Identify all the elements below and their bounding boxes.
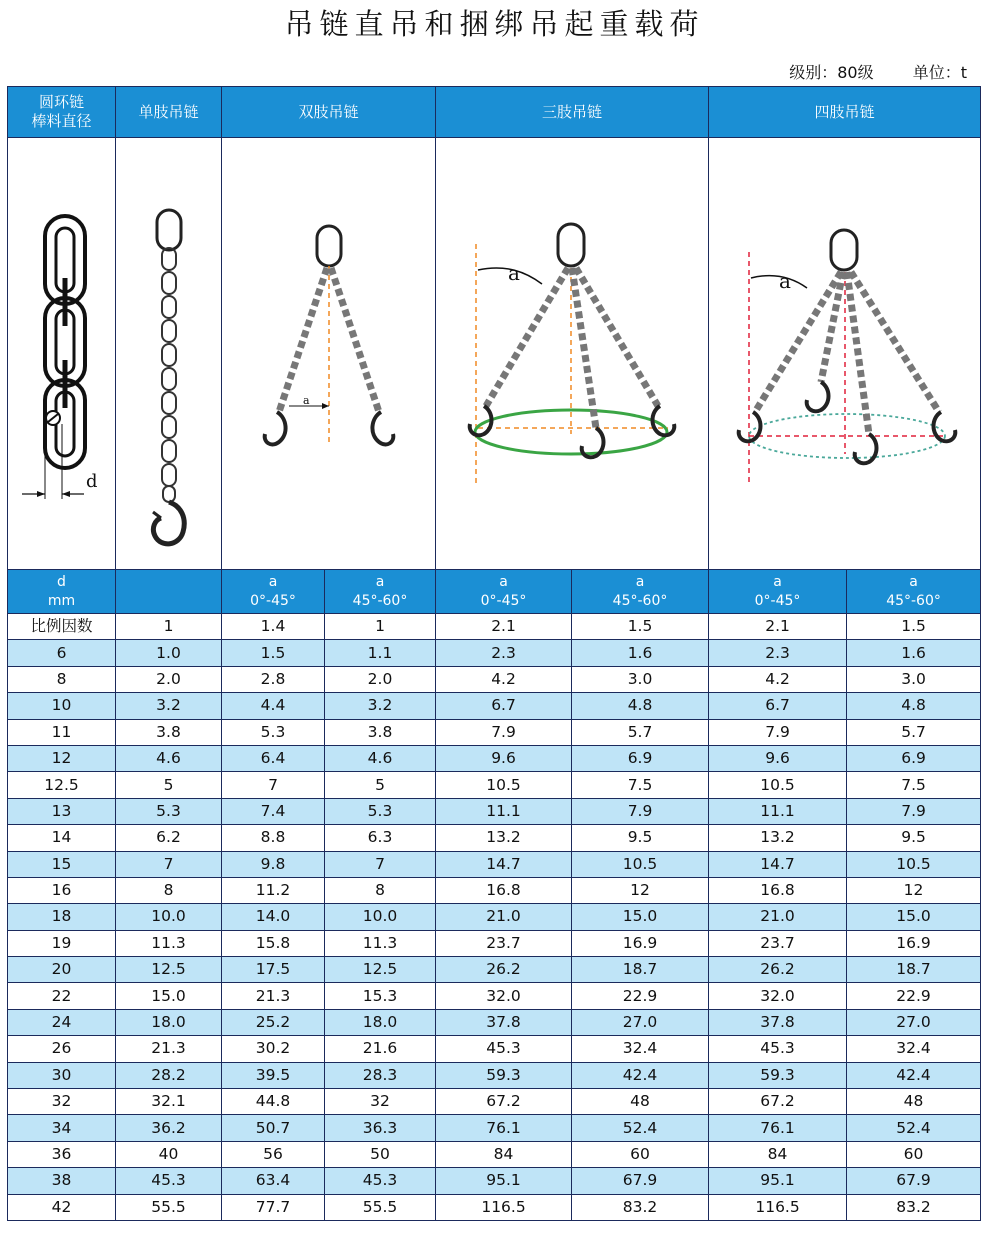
table-cell: 50 xyxy=(325,1141,436,1167)
table-row xyxy=(8,772,981,798)
factor-cell: 比例因数 xyxy=(8,614,116,640)
subheader-a-label: a xyxy=(909,573,918,590)
subheader-row xyxy=(8,570,981,614)
table-cell: 45.3 xyxy=(436,1036,572,1062)
table-cell: 59.3 xyxy=(436,1062,572,1088)
table-cell: 37.8 xyxy=(436,1009,572,1035)
factor-row xyxy=(8,614,981,640)
table-cell: 10.0 xyxy=(116,904,222,930)
table-cell: 59.3 xyxy=(709,1062,847,1088)
table-row xyxy=(8,666,981,692)
table-cell: 39.5 xyxy=(222,1062,325,1088)
table-cell: 30.2 xyxy=(222,1036,325,1062)
table-row xyxy=(8,798,981,824)
header-quad: 四肢吊链 xyxy=(709,87,981,138)
table-cell: 7 xyxy=(222,772,325,798)
table-cell: 2.0 xyxy=(116,666,222,692)
table-row xyxy=(8,1009,981,1035)
table-cell: 10.5 xyxy=(847,851,981,877)
table-cell: 4.2 xyxy=(436,666,572,692)
table-cell: 21.3 xyxy=(222,983,325,1009)
table-cell: 12.5 xyxy=(8,772,116,798)
table-cell: 1.5 xyxy=(222,640,325,666)
angle-label-double: a xyxy=(302,393,310,407)
factor-cell: 1.5 xyxy=(572,614,709,640)
data-rows xyxy=(8,640,981,1221)
table-cell: 12 xyxy=(847,877,981,903)
table-cell: 67.9 xyxy=(572,1168,709,1194)
table-cell: 55.5 xyxy=(325,1194,436,1220)
table-cell: 7.4 xyxy=(222,798,325,824)
table-cell: 7.9 xyxy=(572,798,709,824)
table-cell: 83.2 xyxy=(572,1194,709,1220)
table-cell: 67.2 xyxy=(709,1089,847,1115)
table-cell: 13.2 xyxy=(709,825,847,851)
angle-label-quad: a xyxy=(779,268,791,293)
table-cell: 32 xyxy=(325,1089,436,1115)
table-cell: 42.4 xyxy=(847,1062,981,1088)
table-cell: 15.3 xyxy=(325,983,436,1009)
table-cell: 21.0 xyxy=(709,904,847,930)
subheader-triple-a1 xyxy=(436,570,572,614)
table-row xyxy=(8,719,981,745)
table-cell: 15 xyxy=(8,851,116,877)
table-cell: 16.8 xyxy=(436,877,572,903)
table-cell: 18.0 xyxy=(325,1009,436,1035)
table-cell: 10.5 xyxy=(709,772,847,798)
table-cell: 34 xyxy=(8,1115,116,1141)
table-cell: 5.7 xyxy=(847,719,981,745)
table-cell: 15.0 xyxy=(572,904,709,930)
meta-info xyxy=(755,60,967,83)
table-cell: 27.0 xyxy=(572,1009,709,1035)
table-cell: 19 xyxy=(8,930,116,956)
table-cell: 42.4 xyxy=(572,1062,709,1088)
subheader-quad-a2 xyxy=(847,570,981,614)
header-diameter-label: 圆环链 棒料直径 xyxy=(31,93,92,130)
table-cell: 6 xyxy=(8,640,116,666)
table-cell: 18 xyxy=(8,904,116,930)
table-cell: 1.0 xyxy=(116,640,222,666)
table-row xyxy=(8,1168,981,1194)
table-cell: 116.5 xyxy=(709,1194,847,1220)
table-cell: 5 xyxy=(116,772,222,798)
subheader-range2-label: 45°-60° xyxy=(352,592,408,609)
table-cell: 55.5 xyxy=(116,1194,222,1220)
subheader-range1-label: 0°-45° xyxy=(250,592,296,609)
table-cell: 14 xyxy=(8,825,116,851)
diagram-row xyxy=(8,138,981,570)
subheader-triple-a2 xyxy=(572,570,709,614)
header-single: 单肢吊链 xyxy=(116,87,222,138)
table-cell: 9.6 xyxy=(709,745,847,771)
header-triple: 三肢吊链 xyxy=(436,87,709,138)
table-cell: 36 xyxy=(8,1141,116,1167)
table-cell: 32.0 xyxy=(436,983,572,1009)
unit-label: 单位：t xyxy=(912,63,967,82)
table-cell: 3.0 xyxy=(847,666,981,692)
table-cell: 25.2 xyxy=(222,1009,325,1035)
table-cell: 18.7 xyxy=(847,957,981,983)
table-cell: 5.3 xyxy=(222,719,325,745)
table-cell: 15.0 xyxy=(847,904,981,930)
quad-leg-diagram xyxy=(709,144,981,564)
table-cell: 23.7 xyxy=(436,930,572,956)
table-cell: 22.9 xyxy=(847,983,981,1009)
table-cell: 11 xyxy=(8,719,116,745)
table-cell: 116.5 xyxy=(436,1194,572,1220)
table-cell: 4.8 xyxy=(847,693,981,719)
header-diameter xyxy=(8,87,116,138)
angle-label-triple: a xyxy=(508,260,520,285)
table-cell: 6.7 xyxy=(436,693,572,719)
table-cell: 7 xyxy=(325,851,436,877)
table-cell: 18.0 xyxy=(116,1009,222,1035)
subheader-a-label: a xyxy=(635,573,645,590)
table-row xyxy=(8,1141,981,1167)
table-cell: 2.8 xyxy=(222,666,325,692)
table-cell: 11.1 xyxy=(709,798,847,824)
double-leg-diagram xyxy=(229,144,429,564)
table-cell: 4.8 xyxy=(572,693,709,719)
factor-cell: 2.1 xyxy=(709,614,847,640)
table-cell: 6.9 xyxy=(572,745,709,771)
diameter-symbol: d xyxy=(85,470,98,492)
table-cell: 10.0 xyxy=(325,904,436,930)
table-cell: 32.0 xyxy=(709,983,847,1009)
table-cell: 22 xyxy=(8,983,116,1009)
table-row xyxy=(8,745,981,771)
table-cell: 28.2 xyxy=(116,1062,222,1088)
table-cell: 13.2 xyxy=(436,825,572,851)
table-cell: 5 xyxy=(325,772,436,798)
table-cell: 14.7 xyxy=(436,851,572,877)
subheader-d-label: d xyxy=(57,573,66,590)
table-cell: 95.1 xyxy=(436,1168,572,1194)
table-cell: 60 xyxy=(847,1141,981,1167)
subheader-a-label: a xyxy=(499,573,508,590)
table-cell: 16.9 xyxy=(572,930,709,956)
table-cell: 6.9 xyxy=(847,745,981,771)
table-cell: 1.6 xyxy=(572,640,709,666)
table-cell: 22.9 xyxy=(572,983,709,1009)
table-cell: 10.5 xyxy=(572,851,709,877)
table-cell: 76.1 xyxy=(436,1115,572,1141)
table-cell: 45.3 xyxy=(709,1036,847,1062)
table-cell: 21.6 xyxy=(325,1036,436,1062)
table-cell: 7.5 xyxy=(847,772,981,798)
table-cell: 3.8 xyxy=(325,719,436,745)
table-cell: 76.1 xyxy=(709,1115,847,1141)
table-cell: 2.3 xyxy=(709,640,847,666)
table-cell: 12.5 xyxy=(116,957,222,983)
table-cell: 4.4 xyxy=(222,693,325,719)
factor-cell: 2.1 xyxy=(436,614,572,640)
diagram-chain-link xyxy=(8,138,116,570)
table-cell: 10 xyxy=(8,693,116,719)
table-cell: 45.3 xyxy=(325,1168,436,1194)
table-cell: 67.2 xyxy=(436,1089,572,1115)
table-row xyxy=(8,1036,981,1062)
table-cell: 36.3 xyxy=(325,1115,436,1141)
single-leg-diagram xyxy=(119,144,219,564)
table-row xyxy=(8,1194,981,1220)
table-cell: 3.2 xyxy=(325,693,436,719)
subheader-range1-label: 0°-45° xyxy=(480,592,527,609)
table-cell: 11.3 xyxy=(325,930,436,956)
table-cell: 5.3 xyxy=(325,798,436,824)
table-cell: 11.2 xyxy=(222,877,325,903)
factor-cell: 1.4 xyxy=(222,614,325,640)
subheader-d xyxy=(8,570,116,614)
table-cell: 48 xyxy=(572,1089,709,1115)
table-cell: 4.6 xyxy=(325,745,436,771)
table-cell: 56 xyxy=(222,1141,325,1167)
table-cell: 14.7 xyxy=(709,851,847,877)
table-cell: 67.9 xyxy=(847,1168,981,1194)
table-cell: 24 xyxy=(8,1009,116,1035)
table-row xyxy=(8,877,981,903)
table-row xyxy=(8,1115,981,1141)
table-cell: 12 xyxy=(8,745,116,771)
table-cell: 32.4 xyxy=(847,1036,981,1062)
table-cell: 6.4 xyxy=(222,745,325,771)
table-cell: 28.3 xyxy=(325,1062,436,1088)
table-cell: 44.8 xyxy=(222,1089,325,1115)
table-cell: 10.5 xyxy=(436,772,572,798)
table-cell: 21.0 xyxy=(436,904,572,930)
table-cell: 9.5 xyxy=(847,825,981,851)
table-cell: 15.8 xyxy=(222,930,325,956)
subheader-range1-label: 0°-45° xyxy=(754,592,801,609)
table-cell: 4.2 xyxy=(709,666,847,692)
table-cell: 3.0 xyxy=(572,666,709,692)
table-row xyxy=(8,904,981,930)
table-cell: 8 xyxy=(116,877,222,903)
table-row xyxy=(8,1089,981,1115)
table-cell: 26.2 xyxy=(709,957,847,983)
triple-leg-diagram xyxy=(436,144,708,564)
chain-link-diagram xyxy=(12,144,112,564)
table-cell: 26.2 xyxy=(436,957,572,983)
table-cell: 52.4 xyxy=(572,1115,709,1141)
table-row xyxy=(8,851,981,877)
table-cell: 12.5 xyxy=(325,957,436,983)
table-cell: 77.7 xyxy=(222,1194,325,1220)
table-cell: 8 xyxy=(325,877,436,903)
table-cell: 8 xyxy=(8,666,116,692)
table-row xyxy=(8,983,981,1009)
table-cell: 32 xyxy=(8,1089,116,1115)
subheader-empty xyxy=(116,570,222,614)
diagram-quad xyxy=(709,138,981,570)
table-cell: 6.7 xyxy=(709,693,847,719)
factor-cell: 1 xyxy=(116,614,222,640)
subheader-a-label: a xyxy=(268,573,278,590)
diagram-single xyxy=(116,138,222,570)
table-cell: 18.7 xyxy=(572,957,709,983)
table-cell: 26 xyxy=(8,1036,116,1062)
load-table xyxy=(7,86,981,1221)
table-cell: 7.5 xyxy=(572,772,709,798)
table-cell: 3.8 xyxy=(116,719,222,745)
table-cell: 12 xyxy=(572,877,709,903)
table-row xyxy=(8,693,981,719)
table-cell: 30 xyxy=(8,1062,116,1088)
table-cell: 5.7 xyxy=(572,719,709,745)
subheader-quad-a1 xyxy=(709,570,847,614)
table-cell: 21.3 xyxy=(116,1036,222,1062)
table-cell: 7.9 xyxy=(709,719,847,745)
table-cell: 1.6 xyxy=(847,640,981,666)
table-cell: 14.0 xyxy=(222,904,325,930)
table-cell: 95.1 xyxy=(709,1168,847,1194)
subheader-range2-label: 45°-60° xyxy=(886,592,941,609)
factor-cell: 1 xyxy=(325,614,436,640)
subheader-a-label: a xyxy=(773,573,782,590)
diagram-double xyxy=(222,138,436,570)
table-cell: 2.3 xyxy=(436,640,572,666)
table-cell: 42 xyxy=(8,1194,116,1220)
table-cell: 8.8 xyxy=(222,825,325,851)
table-cell: 36.2 xyxy=(116,1115,222,1141)
subheader-double-a1 xyxy=(222,570,325,614)
subheader-range2-label: 45°-60° xyxy=(612,592,668,609)
subheader-a-label: a xyxy=(375,573,385,590)
table-row xyxy=(8,1062,981,1088)
table-cell: 11.1 xyxy=(436,798,572,824)
table-cell: 20 xyxy=(8,957,116,983)
table-cell: 32.1 xyxy=(116,1089,222,1115)
table-cell: 60 xyxy=(572,1141,709,1167)
table-cell: 32.4 xyxy=(572,1036,709,1062)
diagram-triple xyxy=(436,138,709,570)
table-row xyxy=(8,825,981,851)
table-cell: 50.7 xyxy=(222,1115,325,1141)
table-cell: 38 xyxy=(8,1168,116,1194)
subheader-mm-label: mm xyxy=(47,592,76,609)
table-cell: 48 xyxy=(847,1089,981,1115)
table-cell: 9.6 xyxy=(436,745,572,771)
table-cell: 83.2 xyxy=(847,1194,981,1220)
table-cell: 15.0 xyxy=(116,983,222,1009)
table-cell: 13 xyxy=(8,798,116,824)
table-cell: 11.3 xyxy=(116,930,222,956)
table-cell: 16 xyxy=(8,877,116,903)
table-cell: 23.7 xyxy=(709,930,847,956)
header-row xyxy=(8,87,981,138)
table-cell: 7.9 xyxy=(847,798,981,824)
table-row xyxy=(8,930,981,956)
table-cell: 7.9 xyxy=(436,719,572,745)
table-cell: 16.9 xyxy=(847,930,981,956)
table-cell: 7 xyxy=(116,851,222,877)
table-cell: 6.2 xyxy=(116,825,222,851)
table-cell: 9.5 xyxy=(572,825,709,851)
table-cell: 40 xyxy=(116,1141,222,1167)
table-cell: 27.0 xyxy=(847,1009,981,1035)
table-cell: 9.8 xyxy=(222,851,325,877)
table-cell: 37.8 xyxy=(709,1009,847,1035)
table-row xyxy=(8,957,981,983)
table-row xyxy=(8,640,981,666)
table-cell: 84 xyxy=(436,1141,572,1167)
header-double: 双肢吊链 xyxy=(222,87,436,138)
table-cell: 16.8 xyxy=(709,877,847,903)
subheader-double-a2 xyxy=(325,570,436,614)
factor-cell: 1.5 xyxy=(847,614,981,640)
grade-label: 级别：80级 xyxy=(789,63,874,82)
table-cell: 3.2 xyxy=(116,693,222,719)
table-cell: 4.6 xyxy=(116,745,222,771)
table-cell: 63.4 xyxy=(222,1168,325,1194)
table-cell: 17.5 xyxy=(222,957,325,983)
table-cell: 2.0 xyxy=(325,666,436,692)
page-title: 吊链直吊和捆绑吊起重载荷 xyxy=(284,7,705,41)
table-cell: 5.3 xyxy=(116,798,222,824)
table-cell: 45.3 xyxy=(116,1168,222,1194)
table-cell: 1.1 xyxy=(325,640,436,666)
table-cell: 84 xyxy=(709,1141,847,1167)
table-cell: 52.4 xyxy=(847,1115,981,1141)
table-cell: 6.3 xyxy=(325,825,436,851)
